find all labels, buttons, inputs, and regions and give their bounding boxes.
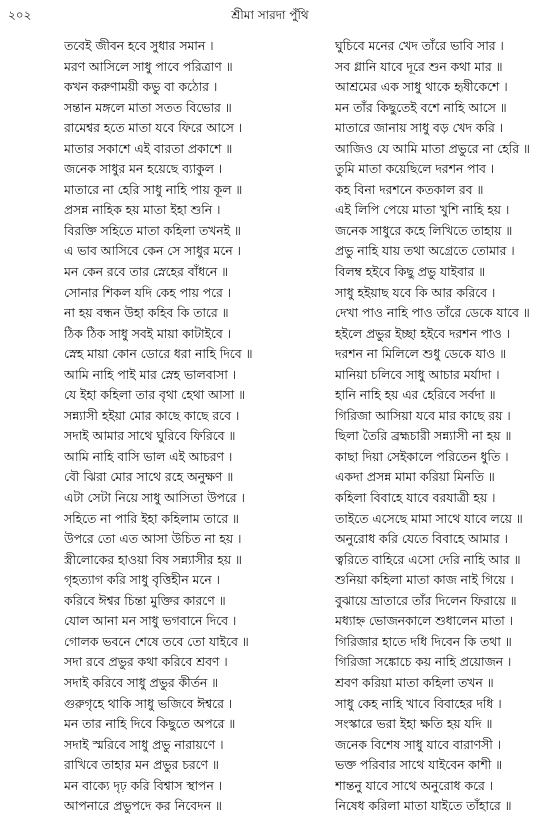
verse-line: বৌ ঝিরা মোর সাথে রহে অনুক্ষণ ॥ [64, 470, 234, 485]
verse-line: সদাই করিবে সাধু প্রভুর কীর্তন ॥ [64, 675, 219, 690]
verse-line: মধ্যাহ্ন ভোজনকালে শুধালেন মাতা । [335, 614, 514, 629]
verse-line: মরণ আসিলে সাধু পাবে পরিত্রাণ ॥ [64, 59, 233, 74]
verse-line: প্রসন্ন নাহিক হয় মাতা ইহা শুনি । [64, 203, 221, 218]
verse-line: মন বাক্যে দৃঢ় করি বিশ্বাস স্থাপন । [64, 778, 223, 793]
verse-line: কহিলা বিবাহে যাবে বরযাত্রী হয় । [335, 491, 496, 506]
verse-line: গিরিজার হাতে দধি দিবেন কি তথা ॥ [335, 634, 512, 649]
verse-line: ছিলা তৈরি ব্রহ্মচারী সন্ন্যাসী না হয় ॥ [335, 429, 512, 444]
verse-line: সব গ্লানি যাবে দূরে শুন কথা মার ॥ [335, 59, 503, 74]
verse-line: ত্বরিতে বাহিরে এসো দেরি নাহি আর ॥ [335, 552, 521, 567]
verse-line: বুঝায়ে ভ্রাতারে তাঁর দিলেন ফিরায়ে ॥ [335, 593, 517, 608]
verse-line: নিষেধ করিলা মাতা যাইতে তাঁহারে ॥ [335, 799, 512, 814]
verse-line: মাতার সকাশে এই বারতা প্রকাশে ॥ [64, 141, 233, 156]
verse-line: কাছা দিয়া সেইকালে পরিতেন ধুতি । [335, 449, 509, 464]
verse-line: জনেক বিশেষ সাধু যাবে বারাণসী । [335, 737, 502, 752]
verse-line: গোলক ভবনে শেষে তবে তো যাইবে ॥ [64, 634, 249, 649]
verse-line: দরশন না মিলিলে শুধু ডেকে যাও ॥ [335, 347, 507, 362]
verse-line: কখন করুণাময়ী কভু বা কঠোর । [64, 80, 218, 95]
verse-line: গিরিজা আসিয়া যবে মার কাছে রয় । [335, 408, 511, 423]
verse-line: কহ বিনা দরশনে কতকাল রব ॥ [335, 182, 484, 197]
verse-line: সদাই আমার সাথে ঘুরিবে ফিরিবে ॥ [64, 429, 236, 444]
verse-line: জনেক সাধুর মন হয়েছে ব্যাকুল । [64, 162, 223, 177]
verse-line: করিবে ঈশ্বর চিন্তা মুক্তির কারণে ॥ [64, 593, 226, 608]
verse-line: তুমি মাতা কয়েছিলে দরশন পাব । [335, 162, 495, 177]
verse-line: মাতারে জানায় সাধু বড় খেদ করি । [335, 121, 504, 136]
verse-line: স্নেহ মায়া কোন ডোরে ধরা নাহি দিবে ॥ [64, 347, 253, 362]
page-header [0, 0, 540, 30]
verse-line: শ্রবণ করিয়া মাতা কহিলা তখন ॥ [335, 675, 494, 690]
verse-line: যোল আনা মন সাধু ভগবানে দিবে । [64, 614, 237, 629]
verse-line: রাখিবে তাহার মন প্রভুর চরণে ॥ [64, 758, 219, 773]
verse-line: স্ত্রীলোকের হাওয়া বিষ সন্ন্যাসীর হয় ॥ [64, 552, 242, 567]
verse-line: আমি নাহি বাসি ভাল এই আচরণ । [64, 449, 233, 464]
verse-line: অনুরোধ করি যেতে বিবাহে আমার । [335, 532, 508, 547]
verse-line: সাধু কেহ নাহি খাবে বিবাহের দধি । [335, 696, 502, 711]
verse-line: গৃহত্যাগ করি সাধু বৃত্তিহীন মনে । [64, 573, 220, 588]
verse-line: যে ইহা কহিলা তার বৃথা হেথা আসা ॥ [64, 388, 246, 403]
verse-line: হানি নাহি হয় এর হেরিবে সর্বদা ॥ [335, 388, 496, 403]
verse-line: সংস্কারে ভরা ইহা ক্ষতি হয় যদি ॥ [335, 717, 493, 732]
verse-line: রামেশ্বর হতে মাতা যবে ফিরে আসে । [64, 121, 243, 136]
verse-line: বিলম্ব হইবে কিছু প্রভু যাইবার ॥ [335, 265, 486, 280]
verse-line: মানিয়া চলিবে সাধু আচার মর্যাদা । [335, 367, 500, 382]
verse-line: আজিও যে আমি মাতা প্রভুরে না হেরি ॥ [335, 141, 530, 156]
verse-line: জনেক সাধুরে কহে লিখিতে তাহায় ॥ [335, 223, 513, 238]
verse-line: আশ্রমের এক সাধু থাকে হৃষীকেশে । [335, 80, 508, 95]
verse-line: সদাই স্মরিবে সাধু প্রভু নারায়ণে । [64, 737, 224, 752]
verse-line: মন তার নাহি দিবে কিছুতে অপরে ॥ [64, 717, 236, 732]
verse-line: এটা সেটা নিয়ে সাধু আসিতা উপরে । [64, 491, 245, 506]
verse-line: হইলে প্রভুর ইচ্ছা হইবে দরশন পাও । [335, 326, 510, 341]
page-number: ২০২ [8, 8, 32, 22]
verse-line: ভক্ত পরিবার সাথে যাইবেন কাশী ॥ [335, 758, 503, 773]
verse-line: দেখা পাও নাহি পাও তাঁরে ডেকে যাবে ॥ [335, 306, 530, 321]
left-verse-column [64, 36, 304, 817]
verse-line: সদা রবে প্রভুর কথা করিবে শ্রবণ । [64, 655, 228, 670]
verse-line: এ ভাব আসিবে কেন সে সাধুর মনে । [64, 244, 241, 259]
verse-line: সাধু হইয়াছ যবে কি আর করিবে । [335, 285, 496, 300]
verse-line: তাইতে এসেছে মামা সাথে যাবে লয়ে ॥ [335, 511, 523, 526]
verse-line: উপরে তো এত আসা উচিত না হয় । [64, 532, 242, 547]
verse-line: শান্তনু যাবে সাথে অনুরোধ করে । [335, 778, 494, 793]
running-title: শ্রীমা সারদা পুঁথি [231, 8, 309, 22]
verse-line: বিরক্তি সহিতে মাতা কহিলা তখনই ॥ [64, 223, 241, 238]
verse-line: গুরুগৃহে থাকি সাধু ভজিবে ঈশ্বরে । [64, 696, 233, 711]
verse-line: একদা প্রসন্ন মামা করিয়া মিনতি ॥ [335, 470, 495, 485]
verse-line: মন তাঁর কিছুতেই বশে নাহি আসে ॥ [335, 100, 507, 115]
verse-line: শুনিয়া কহিলা মাতা কাজ নাই গিয়ে । [335, 573, 514, 588]
verse-line: মাতারে না হেরি সাধু নাহি পায় কূল ॥ [64, 182, 243, 197]
verse-line: আমি নাহি পাই মার স্নেহ ভালবাসা । [64, 367, 237, 382]
verse-line: এই লিপি পেয়ে মাতা খুশি নাহি হয় । [335, 203, 510, 218]
verse-line: আপনারে প্রভুপদে কর নিবেদন ॥ [64, 799, 222, 814]
verse-line: ঠিক ঠিক সাধু সবই মায়া কাটাইবে । [64, 326, 232, 341]
verse-line: না হয় বন্ধন উহা কহিব কি তারে ॥ [64, 306, 229, 321]
verse-line: প্রভু নাহি যায় তথা অগ্রেতে তোমার । [335, 244, 515, 259]
verse-line: ঘুচিবে মনের খেদ তাঁরে ভাবি সার । [335, 39, 504, 53]
verse-line: সহিতে না পারি ইহা কহিলাম তারে ॥ [64, 511, 239, 526]
verse-line: সোনার শিকল যদি কেহ পায় পরে । [64, 285, 232, 300]
verse-line: গিরিজা সঙ্কোচে কয় নাহি প্রয়োজন । [335, 655, 512, 670]
verse-line: মন কেন রবে তার স্নেহের বাঁধনে ॥ [64, 265, 229, 280]
verse-line: সন্তান মঙ্গলে মাতা সতত বিভোর ॥ [64, 100, 232, 115]
right-verse-column [335, 36, 540, 817]
verse-line: সন্ন্যাসী হইয়া মোর কাছে কাছে রবে । [64, 408, 240, 423]
verse-line: তবেই জীবন হবে সুধার সমান । [64, 39, 214, 53]
